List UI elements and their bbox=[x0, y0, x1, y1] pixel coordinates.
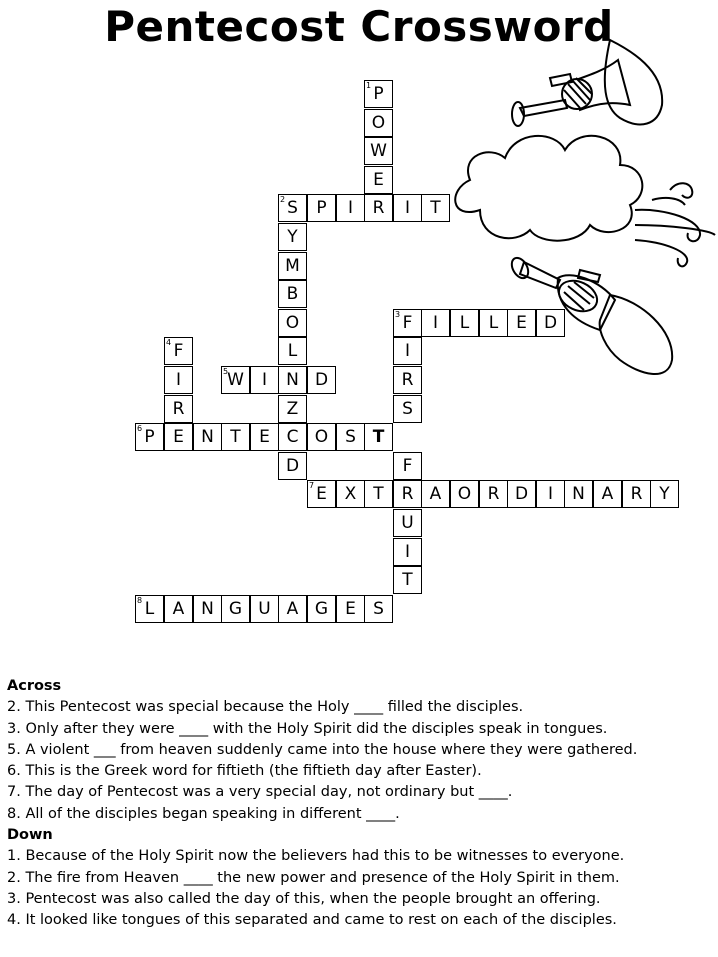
cell-letter: I bbox=[404, 198, 410, 218]
clue-number: 1 bbox=[366, 81, 372, 90]
clue-number: 8 bbox=[137, 596, 143, 605]
clue-number: 7 bbox=[309, 481, 315, 490]
cell-letter: S bbox=[287, 198, 298, 218]
crossword-cell[interactable] bbox=[221, 423, 250, 451]
cell-letter: E bbox=[316, 484, 327, 504]
crossword-cell[interactable] bbox=[479, 480, 508, 508]
crossword-cell[interactable] bbox=[364, 595, 393, 623]
cell-letter: Y bbox=[287, 227, 298, 247]
crossword-cell[interactable] bbox=[278, 423, 307, 451]
cell-letter: I bbox=[547, 484, 553, 504]
cell-letter: P bbox=[144, 427, 155, 447]
crossword-cell[interactable] bbox=[364, 194, 393, 222]
cell-letter: D bbox=[285, 456, 300, 476]
clue-number: 6 bbox=[137, 424, 143, 433]
crossword-cell[interactable] bbox=[393, 538, 422, 566]
crossword-cell[interactable] bbox=[336, 423, 365, 451]
cell-letter: N bbox=[572, 484, 585, 504]
crossword-cell[interactable] bbox=[564, 480, 593, 508]
cell-letter: D bbox=[314, 370, 329, 390]
cell-letter: G bbox=[228, 599, 243, 619]
crossword-cell[interactable] bbox=[336, 194, 365, 222]
crossword-cell[interactable] bbox=[307, 194, 336, 222]
cell-letter: T bbox=[402, 570, 413, 590]
cell-letter: R bbox=[401, 484, 414, 504]
crossword-cell[interactable] bbox=[393, 509, 422, 537]
cell-letter: B bbox=[286, 284, 299, 304]
crossword-cell[interactable] bbox=[278, 194, 307, 222]
crossword-cell[interactable] bbox=[393, 366, 422, 394]
cell-letter: E bbox=[373, 170, 384, 190]
cell-letter: F bbox=[173, 341, 184, 361]
crossword-cell[interactable] bbox=[364, 109, 393, 137]
clue-across-8: 8. All of the disciples began speaking in different ____. bbox=[7, 805, 400, 822]
clue-down-4: 4. It looked like tongues of this separated and came to rest on each of the disciples. bbox=[7, 912, 617, 929]
cell-letter: G bbox=[314, 599, 329, 619]
clue-number: 5 bbox=[223, 367, 229, 376]
cell-letter: W bbox=[227, 370, 244, 390]
crossword-cell[interactable] bbox=[393, 194, 422, 222]
crossword-cell[interactable] bbox=[278, 366, 307, 394]
cell-letter: A bbox=[601, 484, 614, 504]
cell-letter: I bbox=[261, 370, 267, 390]
clue-down-3: 3. Pentecost was also called the day of this, when the people brought an offering. bbox=[7, 890, 601, 907]
cell-letter: O bbox=[314, 427, 329, 447]
crossword-cell[interactable] bbox=[164, 395, 193, 423]
cell-letter: A bbox=[286, 599, 299, 619]
crossword-cell[interactable] bbox=[278, 595, 307, 623]
cell-letter: R bbox=[401, 370, 414, 390]
crossword-cell[interactable] bbox=[278, 223, 307, 251]
crossword-cell[interactable] bbox=[364, 480, 393, 508]
crossword-cell[interactable] bbox=[135, 595, 164, 623]
crossword-cell[interactable] bbox=[164, 595, 193, 623]
cell-letter: T bbox=[372, 427, 385, 447]
clue-down-2: 2. The fire from Heaven ____ the new power and presence of the Holy Spirit in them. bbox=[7, 869, 620, 886]
wind-icon bbox=[635, 183, 715, 266]
crossword-cell[interactable] bbox=[278, 252, 307, 280]
cell-letter: I bbox=[175, 370, 181, 390]
cell-letter: R bbox=[630, 484, 643, 504]
cell-letter: O bbox=[371, 113, 386, 133]
crossword-cell[interactable] bbox=[364, 166, 393, 194]
crossword-cell[interactable] bbox=[536, 480, 565, 508]
cell-letter: L bbox=[459, 313, 470, 333]
clue-across-7: 7. The day of Pentecost was a very special day, not ordinary but ____. bbox=[7, 784, 513, 801]
crossword-cell[interactable] bbox=[164, 366, 193, 394]
cell-letter: I bbox=[347, 198, 353, 218]
crossword-cell[interactable] bbox=[221, 595, 250, 623]
cell-letter: M bbox=[285, 256, 300, 276]
clue-down-1: 1. Because of the Holy Spirit now the believers had this to be witnesses to everyone. bbox=[7, 848, 625, 865]
cell-letter: T bbox=[230, 427, 241, 447]
crossword-cell[interactable] bbox=[393, 566, 422, 594]
clue-number: 2 bbox=[280, 195, 286, 204]
cell-letter: Y bbox=[659, 484, 670, 504]
crossword-cell[interactable] bbox=[221, 366, 250, 394]
cloud-icon bbox=[455, 136, 642, 241]
cell-letter: Z bbox=[286, 399, 299, 419]
crossword-cell[interactable] bbox=[336, 595, 365, 623]
clue-number: 3 bbox=[395, 310, 401, 319]
cell-letter: E bbox=[259, 427, 270, 447]
cell-letter: T bbox=[430, 198, 441, 218]
cell-letter: D bbox=[514, 484, 529, 504]
crossword-cell[interactable] bbox=[250, 366, 279, 394]
cell-letter: O bbox=[285, 313, 300, 333]
crossword-cell[interactable] bbox=[307, 366, 336, 394]
trumpet-icon bbox=[508, 255, 672, 374]
cell-letter: D bbox=[543, 313, 558, 333]
cell-letter: U bbox=[258, 599, 271, 619]
clue-across-5: 5. A violent ___ from heaven suddenly came into the house where they were gathered. bbox=[7, 741, 638, 758]
crossword-cell[interactable] bbox=[622, 480, 651, 508]
crossword-cell[interactable] bbox=[650, 480, 679, 508]
crossword-cell[interactable] bbox=[364, 137, 393, 165]
across-heading: Across bbox=[7, 678, 62, 694]
crossword-cell[interactable] bbox=[250, 595, 279, 623]
cell-letter: I bbox=[432, 313, 438, 333]
crossword-cell[interactable] bbox=[393, 337, 422, 365]
crossword-cell[interactable] bbox=[393, 395, 422, 423]
cell-letter: R bbox=[172, 399, 185, 419]
trumpet-icon bbox=[512, 40, 662, 126]
cell-letter: P bbox=[373, 84, 384, 104]
clue-across-2: 2. This Pentecost was special because the Holy ____ filled the disciples. bbox=[7, 699, 524, 716]
cell-letter: C bbox=[286, 427, 299, 447]
crossword-cell[interactable] bbox=[278, 337, 307, 365]
cell-letter: T bbox=[373, 484, 384, 504]
crossword-cell[interactable] bbox=[307, 480, 336, 508]
page-title: Pentecost Crossword bbox=[104, 2, 614, 51]
cell-letter: S bbox=[402, 399, 413, 419]
crossword-cell[interactable] bbox=[193, 595, 222, 623]
clue-across-6: 6. This is the Greek word for fiftieth (the fiftieth day after Easter). bbox=[7, 763, 482, 780]
crossword-cell[interactable] bbox=[307, 595, 336, 623]
crossword-cell[interactable] bbox=[135, 423, 164, 451]
crossword-cell[interactable] bbox=[393, 309, 422, 337]
crossword-cell[interactable] bbox=[307, 423, 336, 451]
cell-letter: E bbox=[345, 599, 356, 619]
cell-letter: U bbox=[401, 513, 414, 533]
cell-letter: P bbox=[316, 198, 327, 218]
cell-letter: A bbox=[172, 599, 185, 619]
cell-letter: X bbox=[344, 484, 357, 504]
cell-letter: F bbox=[402, 313, 413, 333]
cell-letter: N bbox=[286, 370, 299, 390]
cell-letter: A bbox=[429, 484, 442, 504]
cell-letter: F bbox=[402, 456, 413, 476]
crossword-cell[interactable] bbox=[450, 480, 479, 508]
crossword-cell[interactable] bbox=[278, 309, 307, 337]
crossword-cell[interactable] bbox=[507, 480, 536, 508]
illustration bbox=[440, 30, 718, 380]
crossword-cell[interactable] bbox=[421, 480, 450, 508]
clues-section bbox=[7, 676, 712, 932]
cell-letter: E bbox=[173, 427, 184, 447]
cell-letter: E bbox=[516, 313, 527, 333]
crossword-cell[interactable] bbox=[278, 280, 307, 308]
cell-letter: R bbox=[487, 484, 500, 504]
cell-letter: N bbox=[201, 427, 214, 447]
clue-across-3: 3. Only after they were ____ with the Holy Spirit did the disciples speak in tongues. bbox=[7, 720, 608, 737]
cell-letter: L bbox=[488, 313, 499, 333]
crossword-cell[interactable] bbox=[336, 480, 365, 508]
cell-letter: I bbox=[404, 542, 410, 562]
crossword-cell[interactable] bbox=[164, 423, 193, 451]
crossword-cell[interactable] bbox=[164, 337, 193, 365]
down-heading: Down bbox=[7, 827, 53, 844]
cell-letter: I bbox=[404, 341, 410, 361]
cell-letter: S bbox=[345, 427, 356, 447]
clue-number: 4 bbox=[166, 338, 172, 347]
crossword-cell[interactable] bbox=[250, 423, 279, 451]
cell-letter: S bbox=[373, 599, 384, 619]
cell-letter: O bbox=[457, 484, 472, 504]
crossword-cell[interactable] bbox=[393, 452, 422, 480]
cell-letter: N bbox=[201, 599, 214, 619]
crossword-cell[interactable] bbox=[364, 423, 393, 451]
cell-letter: L bbox=[144, 599, 155, 619]
crossword-cell[interactable] bbox=[593, 480, 622, 508]
crossword-cell[interactable] bbox=[364, 80, 393, 108]
cell-letter: R bbox=[372, 198, 385, 218]
cell-letter: L bbox=[287, 341, 298, 361]
crossword-cell[interactable] bbox=[193, 423, 222, 451]
crossword-cell[interactable] bbox=[393, 480, 422, 508]
crossword-cell[interactable] bbox=[278, 395, 307, 423]
cell-letter: W bbox=[370, 141, 387, 161]
crossword-cell[interactable] bbox=[278, 452, 307, 480]
